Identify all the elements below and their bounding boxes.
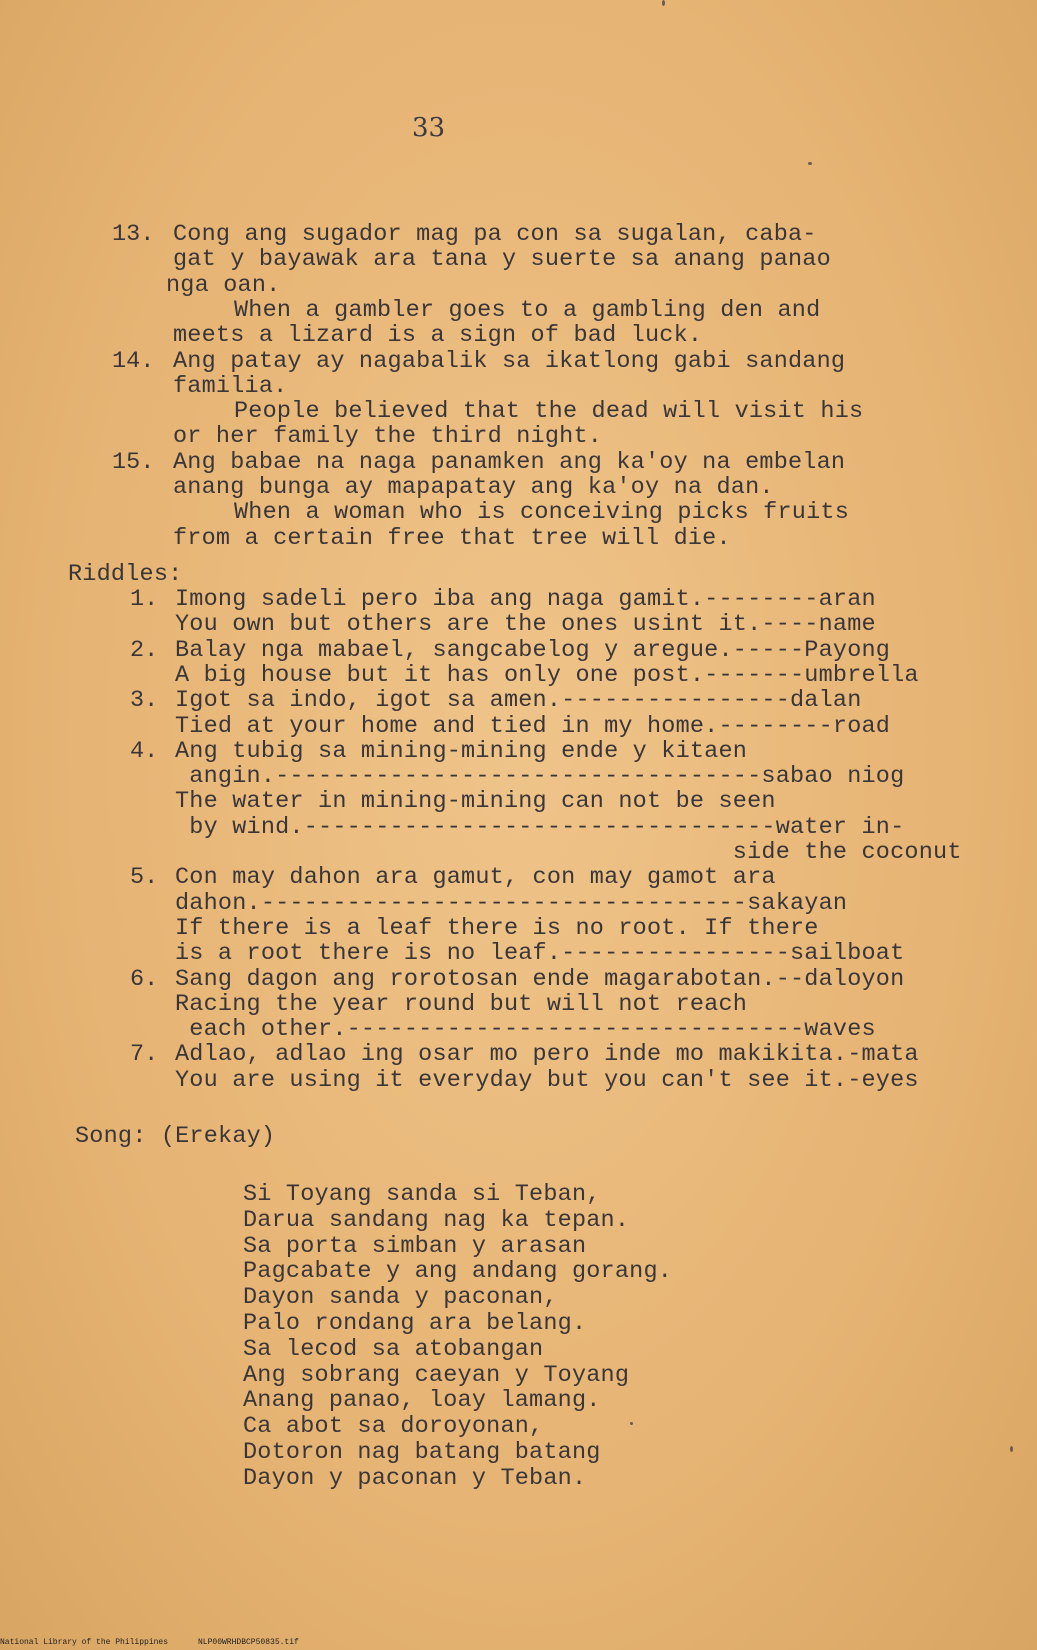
belief-line: gat y bayawak ara tana y suerte sa anang panao [173, 246, 831, 274]
item-number: 13. [112, 221, 155, 248]
riddle-line: angin.----------------------------------sabao niog [175, 763, 905, 791]
riddle-line: Adlao, adlao ing osar mo pero inde mo makikita.-mata [175, 1041, 919, 1069]
belief-line: Ang babae na naga panamken ang ka'oy na embelan [173, 448, 846, 476]
belief-line: Ang patay ay nagabalik sa ikatlong gabi sandang [173, 347, 846, 375]
riddle-line: Balay nga mabael, sangcabelog y aregue.-----Payong [175, 636, 891, 664]
footer-filename: NLP00WRHDBCP50835.tif [198, 1638, 299, 1647]
riddle-line: Igot sa indo, igot sa amen.----------------dalan [175, 687, 862, 715]
item-number: 2. [130, 636, 159, 664]
song-line: Dayon sanda y paconan, [243, 1284, 558, 1312]
riddle-line: You own but others are the ones usint it.----name [175, 611, 876, 639]
riddle-line: Sang dagon ang rorotosan ende magarabotan.--daloyon [175, 965, 905, 993]
song-heading: Song: (Erekay) [75, 1123, 276, 1150]
speck [1010, 1446, 1013, 1452]
song-line: Palo rondang ara belang. [243, 1310, 587, 1337]
riddle-line: Tied at your home and tied in my home.--------road [175, 712, 891, 740]
footer-library: National Library of the Philippines [0, 1638, 169, 1647]
riddle-line: The water in mining-mining can not be seen [175, 788, 776, 816]
riddle-line: by wind.---------------------------------water in- [175, 813, 905, 841]
item-number: 15. [112, 448, 155, 476]
song-line: Dotoron nag batang batang [243, 1439, 601, 1466]
riddle-line: Ang tubig sa mining-mining ende y kitaen [175, 737, 748, 765]
riddle-line: each other.--------------------------------waves [175, 1016, 876, 1044]
item-number: 7. [130, 1041, 159, 1069]
belief-line: Cong ang sugador mag pa con sa sugalan, caba- [173, 221, 817, 248]
riddles-heading: Riddles: [68, 561, 183, 588]
song-line: Pagcabate y ang andang gorang. [243, 1258, 673, 1286]
item-number: 6. [130, 965, 159, 993]
page-number: 33 [412, 113, 446, 143]
item-number: 14. [112, 347, 155, 375]
speck [808, 162, 812, 165]
riddle-line: is a root there is no leaf.----------------sailboat [175, 940, 905, 968]
riddle-line: You are using it everyday but you can't see it.-eyes [175, 1066, 919, 1094]
belief-translation: When a gambler goes to a gambling den and [234, 296, 821, 324]
song-line: Dayon y paconan y Teban. [243, 1464, 587, 1492]
belief-line: familia. [173, 372, 288, 400]
speck [630, 1422, 633, 1425]
belief-translation: from a certain free that tree will die. [173, 524, 731, 552]
belief-translation: or her family the third night. [173, 423, 603, 451]
riddle-line: Racing the year round but will not reach [175, 990, 748, 1018]
song-line: Sa porta simban y arasan [243, 1232, 587, 1260]
song-line: Ang sobrang caeyan y Toyang [243, 1361, 630, 1389]
belief-translation: meets a lizard is a sign of bad luck. [173, 322, 703, 350]
item-number: 5. [130, 864, 159, 892]
item-number: 1. [130, 586, 159, 613]
song-line: Anang panao, loay lamang. [243, 1387, 601, 1415]
belief-translation: When a woman who is conceiving picks fruits [234, 499, 849, 527]
item-number: 4. [130, 737, 159, 765]
riddle-line: Con may dahon ara gamut, con may gamot ara [175, 864, 776, 892]
riddle-line: A big house but it has only one post.-------umbrella [175, 661, 919, 689]
song-line: Si Toyang sanda si Teban, [243, 1181, 601, 1208]
riddle-line: side the coconut [175, 839, 962, 866]
riddle-line: If there is a leaf there is no root. If there [175, 914, 819, 942]
riddle-line: Imong sadeli pero iba ang naga gamit.--------aran [175, 586, 876, 613]
belief-translation: People believed that the dead will visit his [234, 398, 864, 426]
item-number: 3. [130, 687, 159, 715]
riddle-line: dahon.----------------------------------sakayan [175, 889, 848, 917]
song-line: Ca abot sa doroyonan, [243, 1413, 544, 1441]
song-line: Sa lecod sa atobangan [243, 1335, 544, 1363]
belief-line: anang bunga ay mapapatay ang ka'oy na dan. [173, 474, 774, 501]
song-line: Darua sandang nag ka tepan. [243, 1206, 630, 1234]
belief-line: nga oan. [166, 271, 281, 299]
speck [662, 0, 665, 6]
